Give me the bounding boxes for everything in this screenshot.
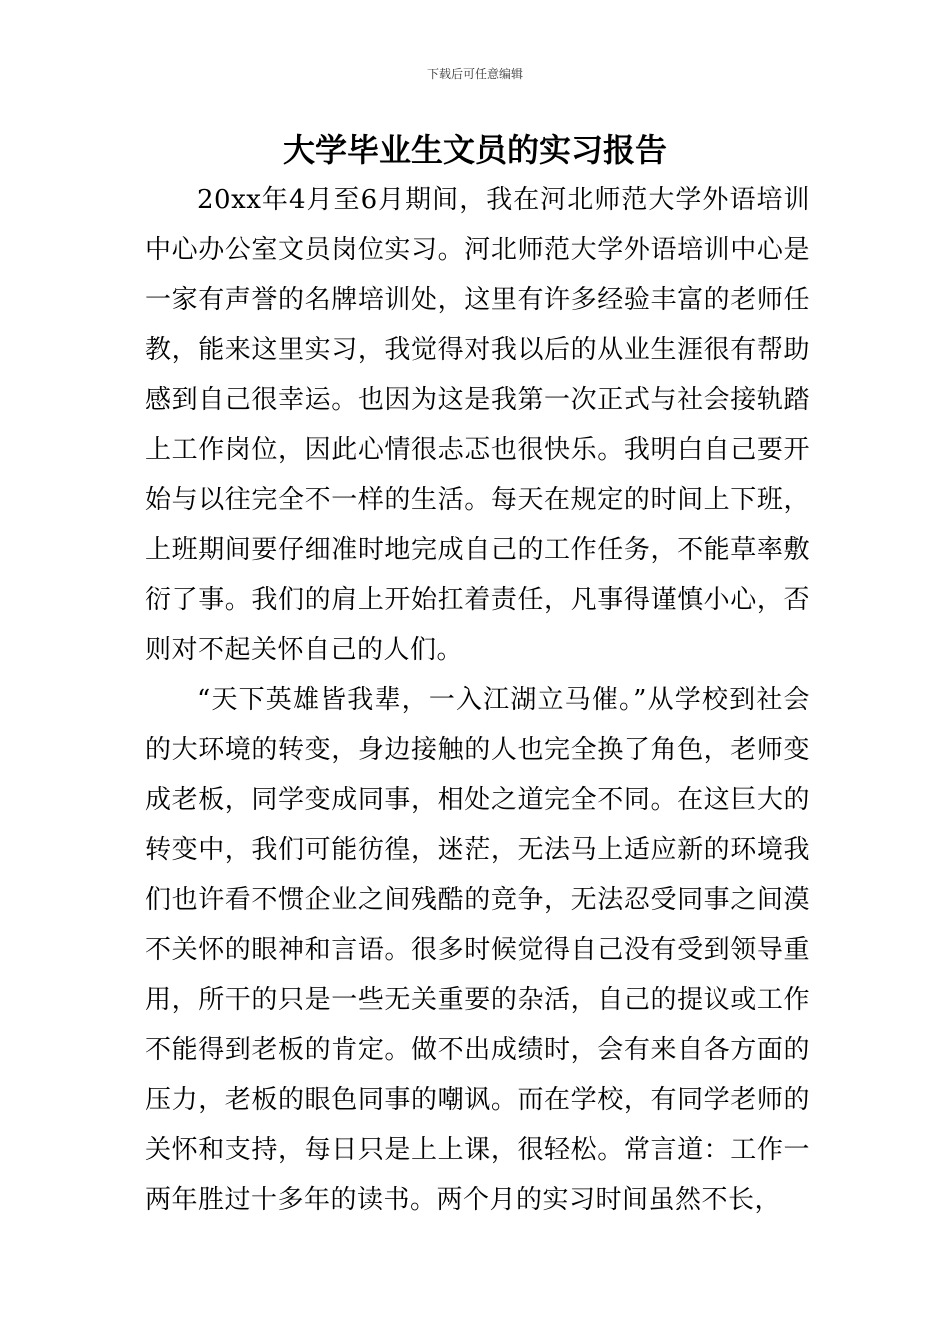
paragraph-2: “天下英雄皆我辈，一入江湖立马催。”从学校到社会的大环境的转变，身边接触的人也完全换了角色，老师变成老板，同学变成同事，相处之道完全不同。在这巨大的转变中，我们可能彷徨，迷茫，无法马上适应新的环境我们也许看不惯企业之间残酷的竞争，无法忍受同事之间漠不关怀的眼神和言语。很多时候觉得自己没有受到领导重用，所干的只是一些无关重要的杂活，自己的提议或工作不能得到老板的肯定。做不出成绩时，会有来自各方面的压力，老板的眼色同事的嘲讽。而在学校，有同学老师的关怀和支持，每日只是上上课，很轻松。常言道：工作一两年胜过十多年的读书。两个月的实习时间虽然不长，: [145, 685, 810, 1215]
paragraph-1: 20xx年4月至6月期间，我在河北师范大学外语培训中心办公室文员岗位实习。河北师范大学外语培训中心是一家有声誉的名牌培训处，这里有许多经验丰富的老师任教，能来这里实习，我觉得对我以后的从业生涯很有帮助感到自己很幸运。也因为这是我第一次正式与社会接轨踏上工作岗位，因此心情很忐忑也很快乐。我明白自己要开始与以往完全不一样的生活。每天在规定的时间上下班，上班期间要仔细准时地完成自己的工作任务，不能草率敷衍了事。我们的肩上开始扛着责任，凡事得谨慎小心，否则对不起关怀自己的人们。: [145, 185, 810, 665]
document-body: [145, 175, 810, 1225]
header-note: 下载后可任意编辑: [426, 67, 523, 81]
document-title: 大学毕业生文员的实习报告: [282, 131, 667, 169]
